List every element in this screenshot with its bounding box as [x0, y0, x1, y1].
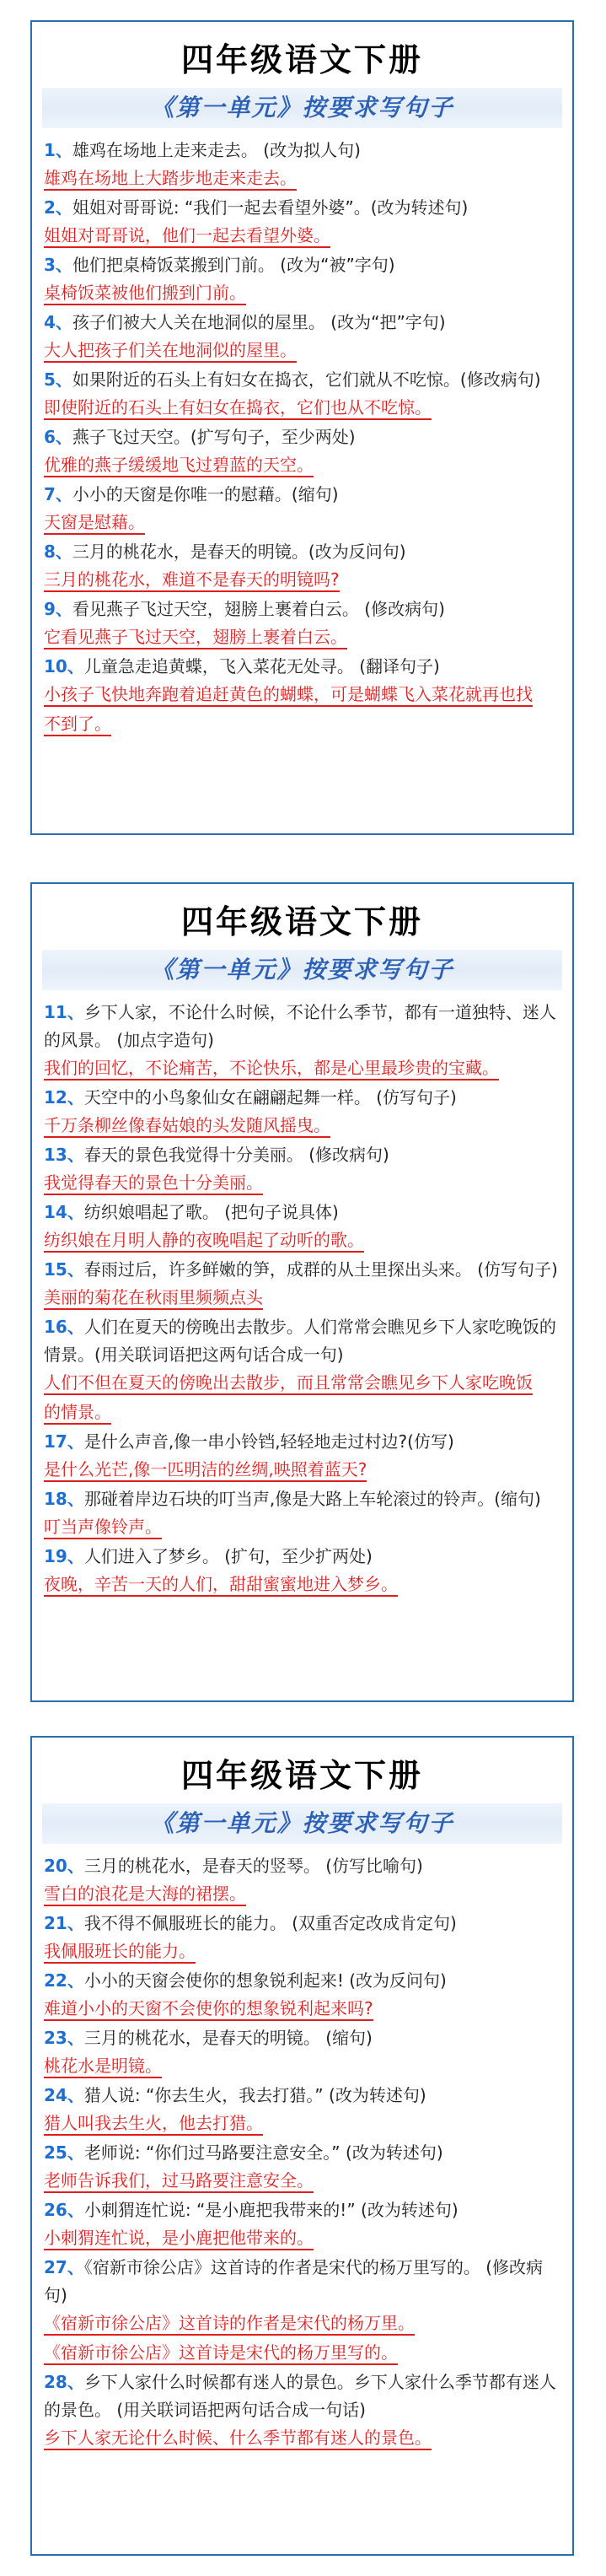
- section-subtitle: 《第一单元》按要求写句子: [42, 88, 562, 128]
- answer-line: [44, 623, 560, 651]
- question-number: 27、: [44, 2257, 84, 2277]
- answer-line: [44, 394, 560, 422]
- question-body: 春天的景色我觉得十分美丽。 (修改病句): [83, 1145, 389, 1165]
- question-text: [44, 1313, 560, 1369]
- question-text: [44, 538, 560, 566]
- question-item: [44, 1967, 560, 2023]
- question-item: [44, 2254, 560, 2367]
- answer-line: [44, 2339, 560, 2367]
- question-body: 小小的天窗会使你的想象锐利起来! (改为反问句): [83, 1970, 447, 1991]
- question-number: 6、: [44, 427, 72, 447]
- question-text: [44, 1428, 560, 1456]
- answer-line: [44, 2224, 560, 2252]
- answer-line: [44, 509, 560, 536]
- question-number: 24、: [44, 2085, 84, 2105]
- question-number: 14、: [44, 1202, 84, 1222]
- answer-text: 姐姐对哥哥说，他们一起去看望外婆。: [44, 225, 330, 248]
- question-number: 22、: [44, 1970, 84, 1991]
- question-body: 天空中的小鸟象仙女在翩翩起舞一样。 (仿写句子): [83, 1087, 457, 1107]
- answer-text: 人们不但在夏天的傍晚出去散步，而且常常会瞧见乡下人家吃晚饭: [44, 1372, 533, 1395]
- answer-text: 天窗是慰藉。: [44, 512, 145, 535]
- question-number: 19、: [44, 1546, 84, 1566]
- question-number: 28、: [44, 2372, 84, 2392]
- question-text: [44, 137, 560, 164]
- question-item: [44, 1910, 560, 1965]
- question-body: 人们在夏天的傍晚出去散步。人们常常会瞧见乡下人家吃晚饭的情景。(用关联词语把这两句话合成一句): [44, 1317, 556, 1365]
- answer-text: 即使附近的石头上有妇女在捣衣，它们也从不吃惊。: [44, 397, 432, 420]
- question-body: 如果附近的石头上有妇女在捣衣，它们就从不吃惊。(修改病句): [72, 369, 541, 390]
- question-item: [44, 251, 560, 307]
- question-item: [44, 653, 560, 738]
- question-text: [44, 1543, 560, 1571]
- section-subtitle: 《第一单元》按要求写句子: [42, 950, 562, 990]
- question-text: [44, 1485, 560, 1513]
- question-item: [44, 595, 560, 651]
- question-item: [44, 1256, 560, 1312]
- section-card-3: [30, 1736, 574, 2556]
- answer-line: [44, 1571, 560, 1598]
- question-list: [44, 137, 560, 738]
- question-item: [44, 481, 560, 536]
- answer-line: [44, 279, 560, 307]
- question-text: [44, 366, 560, 394]
- section-card-1: [30, 20, 574, 835]
- question-number: 16、: [44, 1317, 84, 1337]
- answer-text: 不到了。: [44, 714, 111, 736]
- question-text: [44, 653, 560, 681]
- question-body: 小刺猬连忙说: “是小鹿把我带来的!” (改为转述句): [83, 2200, 459, 2220]
- answer-line: [44, 566, 560, 594]
- question-item: [44, 538, 560, 594]
- answer-text: 夜晚，辛苦一天的人们，甜甜蜜蜜地进入梦乡。: [44, 1574, 398, 1597]
- answer-text: 雄鸡在场地上大踏步地走来走去。: [44, 168, 297, 191]
- section-card-2: [30, 882, 574, 1702]
- question-number: 7、: [44, 484, 72, 504]
- question-text: [44, 1910, 560, 1937]
- question-text: [44, 999, 560, 1054]
- question-body: 他们把桌椅饭菜搬到门前。 (改为“被”字句): [72, 255, 395, 275]
- answer-line: [44, 1054, 560, 1082]
- question-body: 那碰着岸边石块的叮当声,像是大路上车轮滚过的铃声。(缩句): [83, 1489, 541, 1509]
- question-body: 三月的桃花水，是春天的竖琴。 (仿写比喻句): [83, 1856, 423, 1876]
- answer-text: 美丽的菊花在秋雨里频频点头: [44, 1287, 263, 1310]
- question-item: [44, 137, 560, 192]
- question-number: 4、: [44, 312, 72, 332]
- answer-text: 大人把孩子们关在地洞似的屋里。: [44, 340, 297, 363]
- answer-text: 乡下人家无论什么时候、什么季节都有迷人的景色。: [44, 2428, 432, 2450]
- question-number: 8、: [44, 542, 72, 562]
- question-body: 我不得不佩服班长的能力。 (双重否定改成肯定句): [83, 1913, 457, 1933]
- answer-line: [44, 451, 560, 479]
- answer-line: [44, 337, 560, 364]
- question-text: [44, 423, 560, 451]
- question-item: [44, 309, 560, 364]
- answer-text: 老师告诉我们，过马路要注意安全。: [44, 2170, 314, 2193]
- answer-line: [44, 164, 560, 192]
- question-number: 11、: [44, 1002, 84, 1022]
- answer-text: 小孩子飞快地奔跑着追赶黄色的蝴蝶，可是蝴蝶飞入菜花就再也找: [44, 684, 533, 707]
- question-body: 三月的桃花水，是春天的明镜。(改为反问句): [72, 542, 406, 562]
- question-text: [44, 194, 560, 222]
- question-body: 三月的桃花水，是春天的明镜。 (缩句): [83, 2028, 373, 2048]
- answer-line: [44, 2309, 560, 2337]
- answer-line: [44, 1284, 560, 1312]
- question-text: [44, 2369, 560, 2424]
- answer-text: 的情景。: [44, 1402, 111, 1425]
- answer-text: 它看见燕子飞过天空，翅膀上裹着白云。: [44, 627, 347, 649]
- question-text: [44, 1141, 560, 1169]
- answer-line: [44, 710, 560, 738]
- question-number: 26、: [44, 2200, 84, 2220]
- answer-line: [44, 1226, 560, 1254]
- answer-text: 叮当声像铃声。: [44, 1517, 162, 1539]
- answer-text: 我觉得春天的景色十分美丽。: [44, 1172, 263, 1195]
- answer-line: [44, 681, 560, 709]
- question-body: 人们进入了梦乡。 (扩句，至少扩两处): [83, 1546, 373, 1566]
- answer-line: [44, 1937, 560, 1965]
- question-body: 是什么声音,像一串小铃铛,轻轻地走过村边?(仿写): [83, 1431, 454, 1452]
- question-text: [44, 1256, 560, 1284]
- answer-text: 是什么光芒,像一匹明洁的丝绸,映照着蓝天?: [44, 1459, 367, 1482]
- answer-text: 我们的回忆，不论痛苦，不论快乐，都是心里最珍贵的宝藏。: [44, 1058, 499, 1081]
- question-number: 20、: [44, 1856, 84, 1876]
- question-number: 25、: [44, 2142, 84, 2163]
- question-number: 13、: [44, 1145, 84, 1165]
- answer-line: [44, 1995, 560, 2023]
- question-number: 10、: [44, 656, 84, 676]
- answer-text: 三月的桃花水，难道不是春天的明镜吗?: [44, 569, 340, 592]
- question-item: [44, 1428, 560, 1484]
- question-text: [44, 1084, 560, 1112]
- question-text: [44, 309, 560, 337]
- question-body: 纺织娘唱起了歌。 (把句子说具体): [83, 1202, 339, 1222]
- question-text: [44, 1967, 560, 1995]
- question-item: [44, 2139, 560, 2195]
- answer-line: [44, 1169, 560, 1197]
- question-text: [44, 481, 560, 509]
- question-number: 5、: [44, 369, 72, 390]
- section-title: 四年级语文下册: [180, 40, 423, 78]
- question-number: 2、: [44, 197, 72, 218]
- section-title: 四年级语文下册: [180, 1756, 423, 1794]
- question-list: [44, 999, 560, 1598]
- question-text: [44, 251, 560, 279]
- question-number: 12、: [44, 1087, 84, 1107]
- question-body: 孩子们被大人关在地洞似的屋里。 (改为“把”字句): [72, 312, 446, 332]
- answer-line: [44, 2424, 560, 2452]
- question-body: 老师说: “你们过马路要注意安全。” (改为转述句): [83, 2142, 443, 2163]
- question-item: [44, 1485, 560, 1541]
- answer-line: [44, 1398, 560, 1426]
- question-item: [44, 423, 560, 479]
- question-text: [44, 2139, 560, 2167]
- question-list: [44, 1852, 560, 2452]
- answer-text: 小刺猬连忙说，是小鹿把他带来的。: [44, 2228, 314, 2250]
- question-number: 3、: [44, 255, 72, 275]
- question-body: 乡下人家，不论什么时候，不论什么季节，都有一道独特、迷人的风景。 (加点字造句): [44, 1002, 556, 1050]
- answer-text: 桌椅饭菜被他们搬到门前。: [44, 283, 246, 305]
- answer-line: [44, 1456, 560, 1484]
- question-body: 燕子飞过天空。(扩写句子，至少两处): [72, 427, 356, 447]
- section-subtitle: 《第一单元》按要求写句子: [42, 1803, 562, 1844]
- question-number: 15、: [44, 1259, 84, 1280]
- question-item: [44, 2369, 560, 2452]
- question-item: [44, 2082, 560, 2137]
- question-text: [44, 2196, 560, 2224]
- question-number: 9、: [44, 599, 72, 619]
- question-body: 猎人说: “你去生火，我去打猎。” (改为转述句): [83, 2085, 426, 2105]
- question-body: 姐姐对哥哥说: “我们一起去看望外婆”。(改为转述句): [72, 197, 469, 218]
- question-text: [44, 1852, 560, 1880]
- question-text: [44, 2082, 560, 2110]
- answer-text: 我佩服班长的能力。: [44, 1941, 196, 1964]
- question-body: 《宿新市徐公店》这首诗的作者是宋代的杨万里写的。 (修改病句): [44, 2257, 544, 2305]
- answer-text: 纺织娘在月明人静的夜晚唱起了动听的歌。: [44, 1230, 364, 1253]
- answer-line: [44, 2052, 560, 2080]
- question-item: [44, 194, 560, 250]
- question-body: 春雨过后，许多鲜嫩的笋，成群的从土里探出头来。 (仿写句子): [83, 1259, 558, 1280]
- question-number: 23、: [44, 2028, 84, 2048]
- answer-text: 千万条柳丝像春姑娘的头发随风摇曳。: [44, 1115, 330, 1138]
- question-number: 17、: [44, 1431, 84, 1452]
- question-item: [44, 2024, 560, 2080]
- answer-text: 《宿新市徐公店》这首诗的作者是宋代的杨万里。: [44, 2313, 415, 2336]
- question-item: [44, 1199, 560, 1254]
- answer-text: 猎人叫我去生火，他去打猎。: [44, 2113, 263, 2136]
- answer-line: [44, 222, 560, 250]
- question-item: [44, 1543, 560, 1598]
- question-number: 21、: [44, 1913, 84, 1933]
- question-text: [44, 2254, 560, 2309]
- question-body: 看见燕子飞过天空，翅膀上裹着白云。 (修改病句): [72, 599, 445, 619]
- answer-line: [44, 1880, 560, 1908]
- question-item: [44, 999, 560, 1082]
- question-body: 小小的天窗是你唯一的慰藉。(缩句): [72, 484, 339, 504]
- question-body: 乡下人家什么时候都有迷人的景色。乡下人家什么季节都有迷人的景色。 (用关联词语把两句话合成一句话): [44, 2372, 556, 2420]
- answer-text: 优雅的燕子缓缓地飞过碧蓝的天空。: [44, 455, 314, 477]
- question-number: 18、: [44, 1489, 84, 1509]
- answer-text: 难道小小的天窗不会使你的想象锐利起来吗?: [44, 1998, 373, 2021]
- answer-line: [44, 2167, 560, 2195]
- question-item: [44, 2196, 560, 2252]
- question-body: 雄鸡在场地上走来走去。 (改为拟人句): [72, 140, 361, 160]
- question-number: 1、: [44, 140, 72, 160]
- answer-text: 《宿新市徐公店》这首诗是宋代的杨万里写的。: [44, 2342, 398, 2365]
- question-body: 儿童急走追黄蝶，飞入菜花无处寻。 (翻译句子): [83, 656, 440, 676]
- question-text: [44, 595, 560, 623]
- question-item: [44, 366, 560, 422]
- answer-line: [44, 2110, 560, 2137]
- answer-line: [44, 1369, 560, 1397]
- answer-line: [44, 1112, 560, 1140]
- question-text: [44, 1199, 560, 1226]
- answer-line: [44, 1513, 560, 1541]
- question-item: [44, 1141, 560, 1197]
- answer-text: 桃花水是明镜。: [44, 2056, 162, 2078]
- section-title: 四年级语文下册: [180, 903, 423, 940]
- question-item: [44, 1084, 560, 1140]
- question-text: [44, 2024, 560, 2052]
- question-item: [44, 1852, 560, 1908]
- question-item: [44, 1313, 560, 1426]
- answer-text: 雪白的浪花是大海的裙摆。: [44, 1883, 246, 1906]
